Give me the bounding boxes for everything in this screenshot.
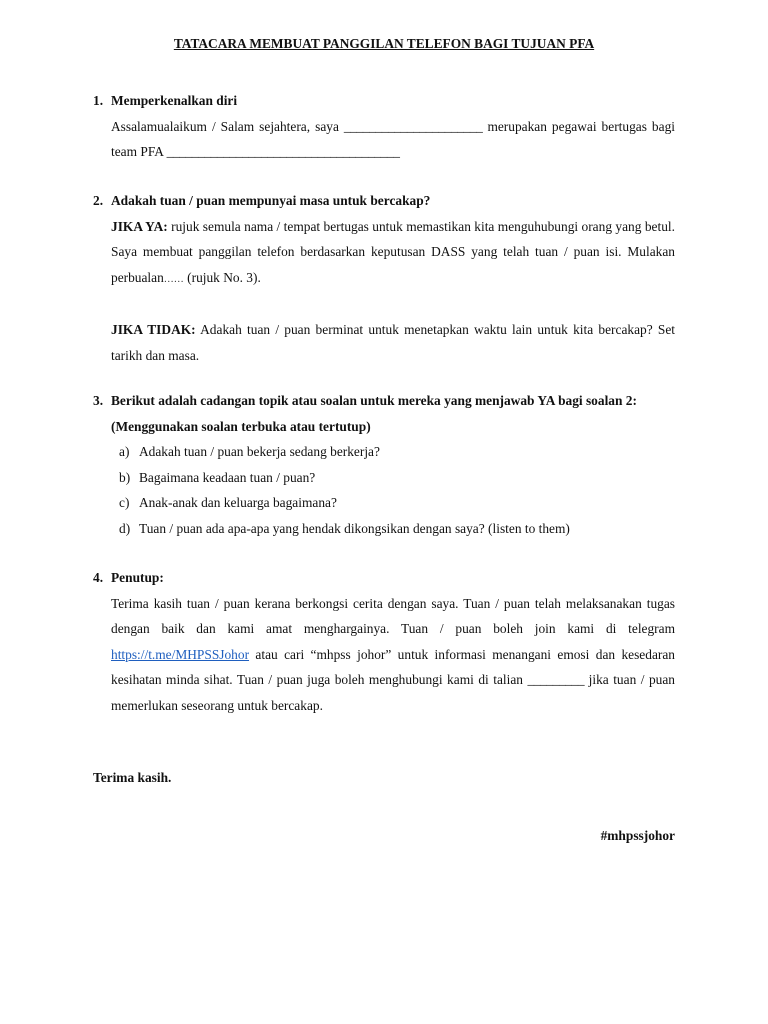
name-blank: ______________________ [343, 118, 483, 134]
jika-ya-end: (rujuk No. 3). [187, 269, 261, 285]
intro-text: Assalamualaikum / Salam sejahtera, saya [111, 118, 339, 134]
jika-ya-text: rujuk semula nama / tempat bertugas untuk memastikan kita menguhubungi orang yang betul. Saya membuat panggilan telefon berdasarkan keputusan DASS yang telah tuan / puan isi. Mulakan perbualan [111, 218, 675, 285]
section-1-heading [93, 88, 675, 114]
list-text: Bagaimana keadaan tuan / puan? [139, 469, 316, 485]
closing-thanks: Terima kasih. [93, 770, 172, 785]
heading-text: Berikut adalah cadangan topik atau soalan untuk mereka yang menjawab YA bagi soalan 2: (Menggunakan soalan terbuka atau tertutup) [111, 393, 637, 434]
list-item [119, 465, 675, 491]
question-list [93, 439, 675, 541]
jika-tidak-label: JIKA TIDAK: [111, 322, 196, 337]
list-marker: b) [119, 469, 131, 485]
list-text: Adakah tuan / puan bekerja sedang berkerja? [139, 444, 380, 459]
jika-ya-label: JIKA YA: [111, 218, 168, 234]
jika-ya-paragraph [111, 214, 675, 293]
list-marker: a) [119, 444, 130, 459]
list-item [119, 439, 675, 465]
intro-text-2: merupakan pegawai bertugas bagi team PFA [111, 118, 675, 159]
list-marker: c) [119, 495, 130, 510]
list-item [119, 516, 675, 542]
section-3 [93, 388, 675, 541]
section-2-heading [93, 188, 675, 214]
list-text: Anak-anak dan keluarga bagaimana? [139, 495, 337, 510]
section-4-body [93, 591, 675, 719]
section-number: 4. [93, 570, 104, 585]
section-number: 1. [93, 93, 104, 108]
ellipsis: …… [163, 273, 184, 285]
section-2-body [93, 214, 675, 369]
jika-tidak-text: Adakah tuan / puan berminat untuk menetapkan waktu lain untuk kita bercakap? Set tarikh dan masa. [111, 322, 676, 363]
list-marker: d) [119, 520, 131, 536]
heading-text: Memperkenalkan diri [111, 93, 238, 108]
closing-text-3: jika tuan / puan memerlukan seseorang untuk bercakap. [111, 672, 675, 713]
heading-text: Adakah tuan / puan mempunyai masa untuk bercakap? [111, 193, 431, 208]
closing-text-2: atau cari “mhpss johor” untuk informasi menangani emosi dan kesedaran kesihatan minda sihat. Tuan / puan juga boleh menghubungi kami di talian [111, 646, 675, 687]
closing-text: Terima kasih tuan / puan kerana berkongsi cerita dengan saya. Tuan / puan telah melaksanakan tugas dengan baik dan kami amat menghargainya. Tuan / puan boleh join kami di telegram [111, 595, 675, 636]
jika-tidak-paragraph [111, 317, 675, 368]
section-1 [93, 88, 675, 165]
section-2 [93, 188, 675, 368]
list-item [119, 490, 675, 516]
section-3-heading [93, 388, 675, 439]
section-number: 3. [93, 393, 104, 408]
team-blank: _____________________________________ [166, 144, 400, 159]
section-4 [93, 565, 675, 718]
section-number: 2. [93, 193, 104, 208]
telegram-link[interactable]: https://t.me/MHPSSJohor [111, 646, 250, 662]
section-1-body [93, 114, 675, 165]
section-4-heading [93, 565, 675, 591]
hashtag: #mhpssjohor [600, 828, 675, 843]
phone-blank: _________ [527, 672, 585, 687]
heading-text: Penutup: [111, 570, 164, 585]
list-text: Tuan / puan ada apa-apa yang hendak dikongsikan dengan saya? (listen to them) [139, 520, 570, 536]
document-title: TATACARA MEMBUAT PANGGILAN TELEFON BAGI TUJUAN PFA [173, 36, 595, 51]
